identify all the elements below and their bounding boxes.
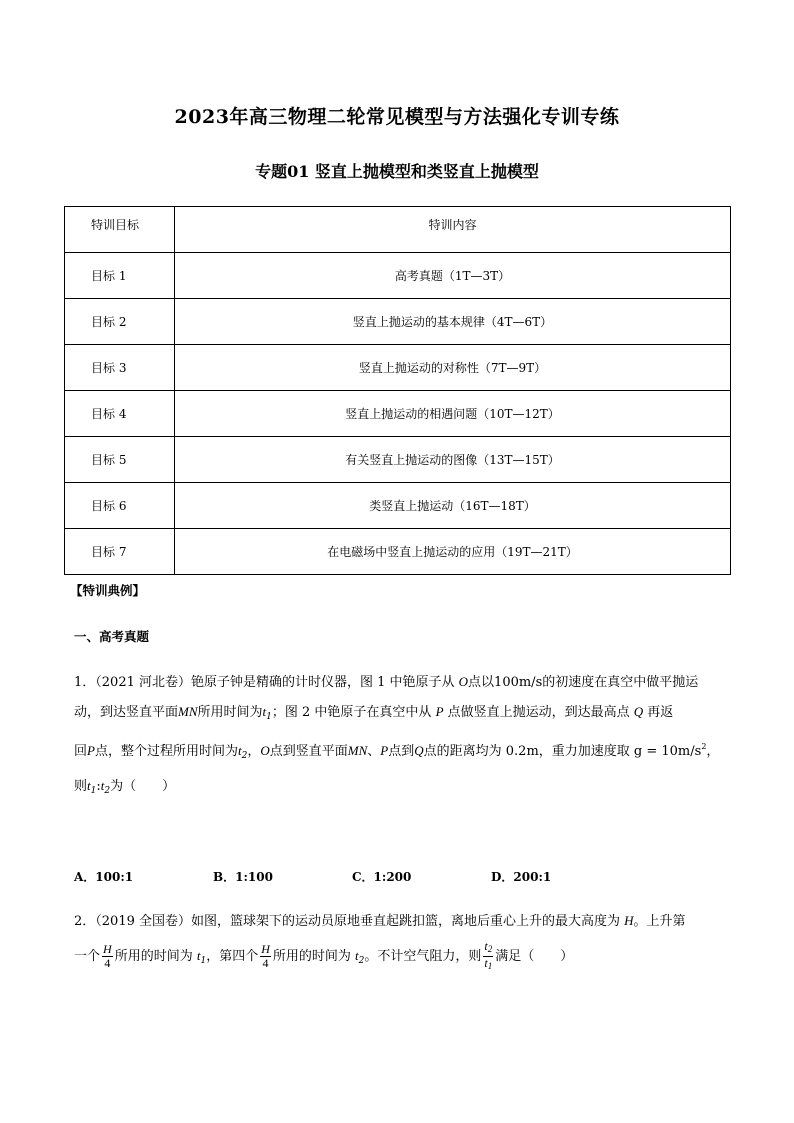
table-row [65, 437, 731, 483]
section-examples-heading: 【特训典例】 [70, 583, 146, 598]
table-cell-content: 竖直上抛运动的相遇问题（10T—12T） [175, 391, 731, 437]
table-cell-content: 类竖直上抛运动（16T—18T） [175, 483, 731, 529]
option-d[interactable]: D．200:1 [491, 870, 552, 884]
table-cell-target: 目标 4 [65, 391, 175, 437]
option-c[interactable]: C．1:200 [352, 870, 412, 884]
page-title: 2023年高三物理二轮常见模型与方法强化专训专练 [174, 106, 620, 128]
fraction-h-over-4: $\frac{H}{4}$ [261, 942, 270, 970]
table-row [65, 529, 731, 575]
table-header-content: 特训内容 [175, 207, 731, 253]
training-targets-table [64, 206, 731, 575]
fraction-t2-over-t1: $\frac{t_2}{t_1}$ [484, 939, 493, 971]
table-header-target: 特训目标 [65, 207, 175, 253]
table-cell-target: 目标 3 [65, 345, 175, 391]
table-row [65, 253, 731, 299]
table-cell-content: 高考真题（1T—3T） [175, 253, 731, 299]
table-cell-content: 有关竖直上抛运动的图像（13T—15T） [175, 437, 731, 483]
table-cell-target: 目标 2 [65, 299, 175, 345]
table-cell-content: 竖直上抛运动的基本规律（4T—6T） [175, 299, 731, 345]
table-cell-target: 目标 5 [65, 437, 175, 483]
question-1-options [74, 868, 630, 885]
table-row [65, 483, 731, 529]
page-subtitle: 专题01 竖直上抛模型和类竖直上抛模型 [255, 162, 539, 181]
section-gaokao-heading: 一、高考真题 [74, 629, 150, 644]
table-cell-target: 目标 6 [65, 483, 175, 529]
table-cell-content: 竖直上抛运动的对称性（7T—9T） [175, 345, 731, 391]
question-1: 1．（2021 河北卷）铯原子钟是精确的计时仪器，图 1 中铯原子从 O点以100m/s的初速度在真空中做平抛运 动，到达竖直平面MN所用时间为$t_1$；图 2 中铯原子在真空中从 P 点做竖直上抛运动，到达最高点 Q 再返 回P点，整个过程所用时间为$t_2$，O点到竖直平面MN、P点到Q点的距离均为 0.2m，重力加速度取 $g = 10m/s^2$， 则$t_1:t_2$为（ ） [74, 674, 720, 796]
table-cell-content: 在电磁场中竖直上抛运动的应用（19T—21T） [175, 529, 731, 575]
fraction-h-over-4: $\frac{H}{4}$ [103, 942, 112, 970]
table-row [65, 345, 731, 391]
question-2: 2．（2019 全国卷）如图，篮球架下的运动员原地垂直起跳扣篮，离地后重心上升的最大高度为 H。上升第 一个 $\frac{H}{4}$ 所用的时间为 $t_1$，第四个 $\frac{H}{4}$ 所用的时间为 $t_2$。不计空气阻力，则 $\frac{t_2}{t_1}$ 满足（ ） [74, 913, 686, 971]
table-row [65, 391, 731, 437]
table-row [65, 299, 731, 345]
table-header-row [65, 207, 731, 253]
table-cell-target: 目标 1 [65, 253, 175, 299]
table-cell-target: 目标 7 [65, 529, 175, 575]
option-b[interactable]: B．1:100 [213, 870, 273, 884]
option-a[interactable]: A．100:1 [74, 870, 134, 884]
